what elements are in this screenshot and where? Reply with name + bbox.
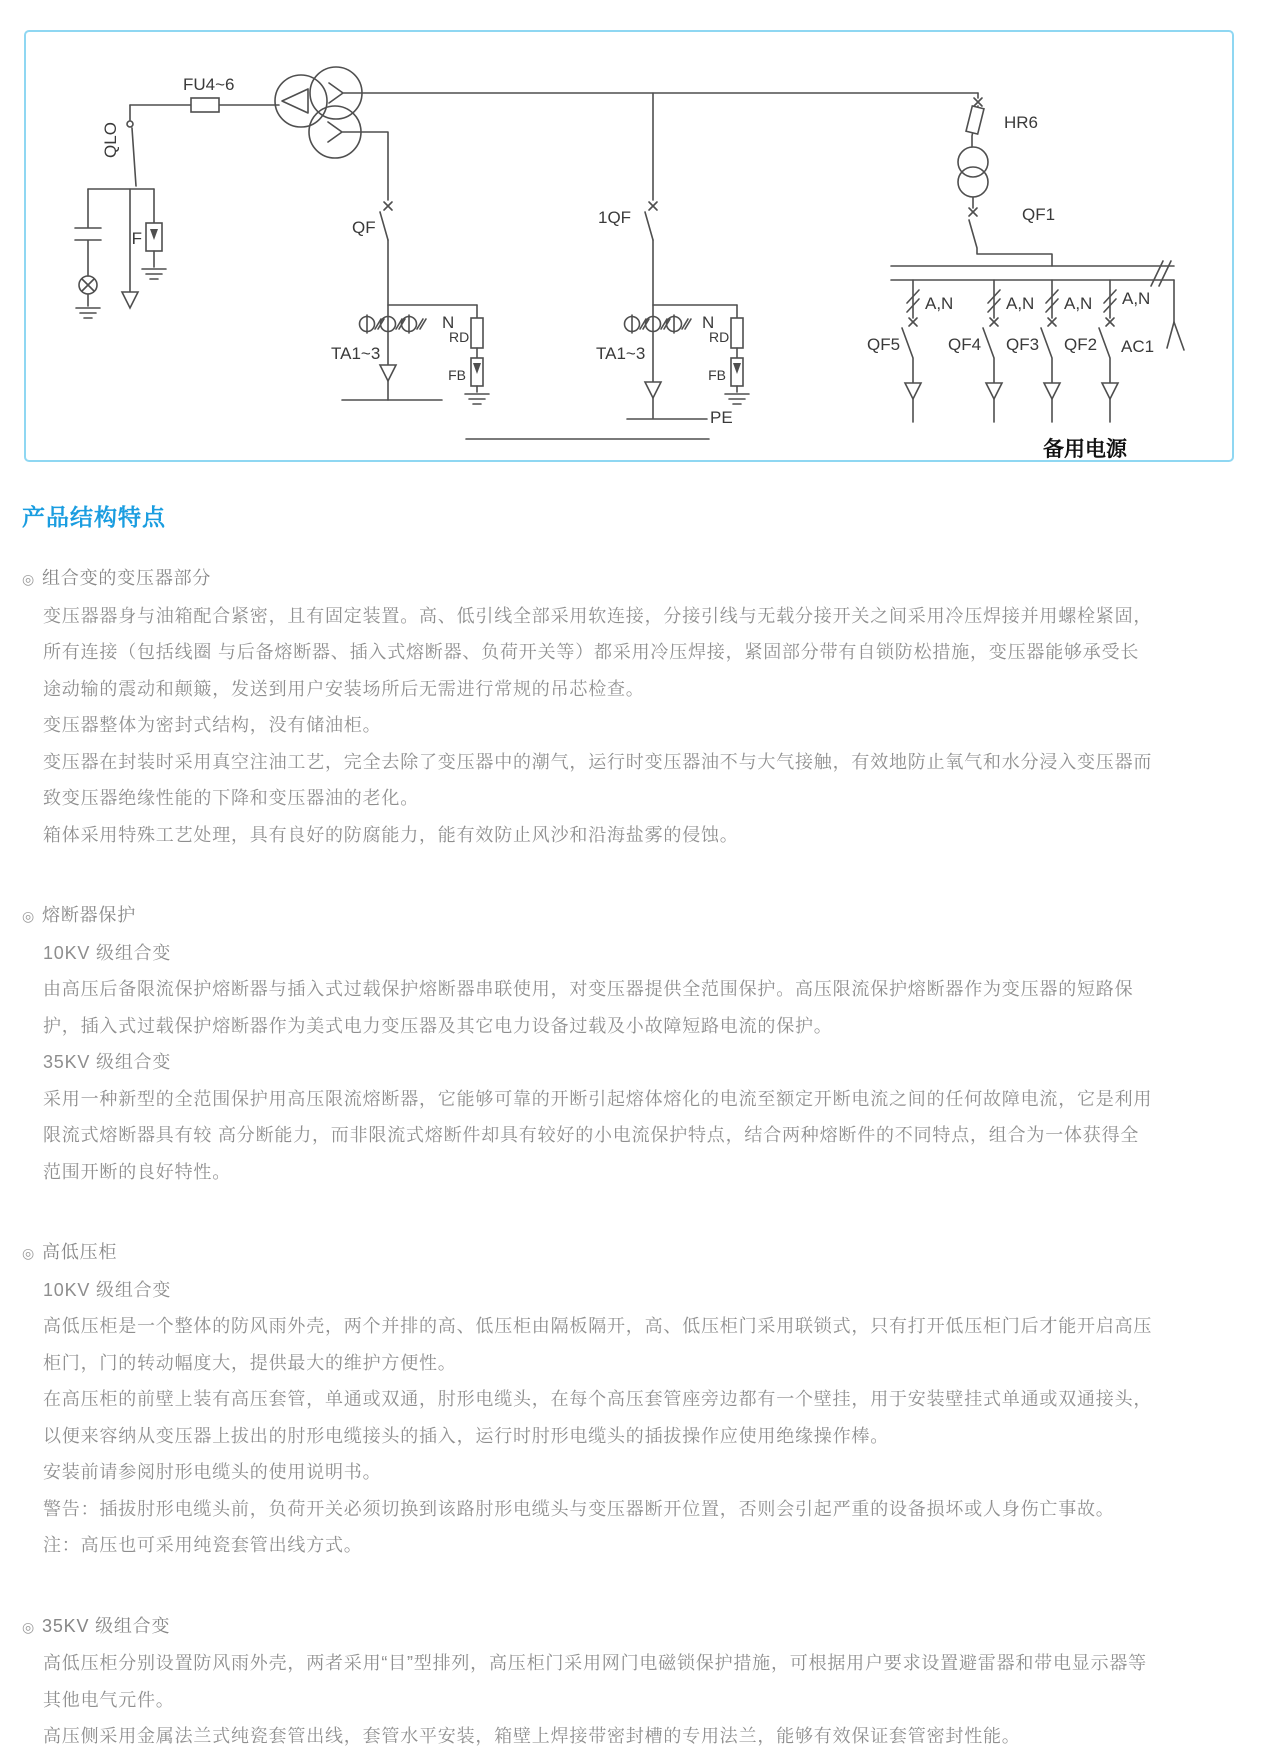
ground-icon: [725, 394, 749, 404]
section-fuse-protection: [22, 897, 1154, 1190]
fuse-label: HR6: [1004, 113, 1039, 132]
arrow-down-icon: [380, 365, 396, 381]
bullet-icon: ◎: [22, 908, 36, 924]
fuse-symbol: [191, 98, 219, 112]
section-title: 35KV 级组合变: [42, 1615, 171, 1636]
transformer-icon: [958, 167, 988, 197]
arrow-down-icon: [986, 383, 1002, 399]
rd-label: RD: [709, 329, 730, 345]
delta-winding-icon: [282, 89, 308, 113]
paragraph: 变压器器身与油箱配合紧密，且有固定装置。高、低引线全部采用软连接，分接引线与无载分接开关之间采用冷压焊接并用螺栓紧固，所有连接（包括线圈 与后备熔断器、插入式熔断器、负荷开关等）都采用冷压焊接，紧固部分带有自锁防松措施，变压器能够承受长途动输的震动和颠簸，发送到用户安装场所后无需进行常规的吊芯检查。: [43, 605, 1153, 699]
backup-power-label: 备用电源: [1043, 438, 1127, 460]
ground-icon: [465, 394, 489, 404]
wire-label: A,N: [1006, 294, 1035, 313]
section-title: 组合变的变压器部分: [42, 568, 212, 588]
pe-label: PE: [710, 408, 733, 427]
ground-icon: [142, 269, 166, 279]
breaker-label: 1QF: [598, 208, 632, 227]
oneqf-feeder: [596, 93, 749, 427]
section-35kv: [22, 1608, 1154, 1755]
transformer-icon: [958, 147, 988, 177]
arrow-down-icon: [905, 383, 921, 399]
section-hv-lv-cabinet: [22, 1234, 1154, 1564]
section-header: [22, 560, 1154, 598]
wire-label: A,N: [925, 294, 954, 313]
paragraph: 高低压柜分别设置防风雨外壳，两者采用“目”型排列，高压柜门采用网门电磁锁保护措施，可根据用户要求设置避雷器和带电显示器等其他电气元件。: [43, 1653, 1147, 1710]
single-line-diagram: [26, 32, 1232, 460]
ground-icon: [76, 308, 100, 318]
section-transformer: [22, 560, 1154, 853]
bullet-icon: ◎: [22, 571, 36, 587]
resistor-symbol: [471, 318, 483, 348]
fuse-label: FU4~6: [183, 75, 235, 94]
breaker-label: QF3: [1006, 335, 1040, 354]
qlo-label: QLO: [101, 122, 120, 158]
wye-winding-icon: [329, 83, 362, 103]
paragraph: 由高压后备限流保护熔断器与插入式过载保护熔断器串联使用，对变压器提供全范围保护。高压限流保护熔断器作为变压器的短路保护，插入式过载保护熔断器作为美式电力变压器及其它电力设备过载及小故障短路电流的保护。: [43, 979, 1134, 1036]
paragraph: 采用一种新型的全范围保护用高压限流熔断器，它能够可靠的开断引起熔体熔化的电流至额定开断电流之间的任何故障电流，它是利用限流式熔断器具有较 高分断能力，而非限流式熔断件却具有较好的小电流保护特点，结合两种熔断件的不同特点，组合为一体获得全范围开断的良好特性。: [43, 1088, 1153, 1182]
resistor-symbol: [731, 318, 743, 348]
paragraph: 变压器整体为密封式结构，没有储油柜。: [43, 715, 382, 735]
section-header: [22, 1234, 1154, 1272]
paragraph: 警告：插拔肘形电缆头前，负荷开关必须切换到该路肘形电缆头与变压器断开位置，否则会引起严重的设备损坏或人身伤亡事故。: [43, 1498, 1115, 1519]
breaker-label: QF1: [1022, 205, 1056, 224]
bullet-icon: ◎: [22, 1618, 36, 1635]
arrow-down-icon: [1044, 383, 1060, 399]
feeder-qf5: [867, 280, 953, 422]
backup-source-ac1: [1043, 261, 1184, 460]
page-title: 产品结构特点: [22, 504, 166, 530]
breaker-label: QF5: [867, 335, 901, 354]
fb-label: FB: [708, 367, 726, 383]
station-service-branch: [958, 93, 1055, 266]
wire-label: A,N: [1064, 294, 1093, 313]
wire-label: A,N: [1122, 289, 1151, 308]
breaker-label: QF4: [948, 335, 982, 354]
paragraph: 10KV 级组合变: [43, 1279, 172, 1300]
ct-label: TA1~3: [331, 344, 381, 363]
paragraph: 变压器在封装时采用真空注油工艺，完全去除了变压器中的潮气，运行时变压器油不与大气接触，有效地防止氧气和水分浸入变压器而致变压器绝缘性能的下降和变压器油的老化。: [43, 751, 1153, 808]
arrester-label: F: [131, 229, 142, 248]
wye-winding-icon: [328, 122, 361, 142]
paragraph: 高低压柜是一个整体的防风雨外壳，两个并排的高、低压柜由隔板隔开，高、低压柜门采用联锁式，只有打开低压柜门后才能开启高压柜门，门的转动幅度大，提供最大的维护方便性。: [43, 1316, 1153, 1373]
paragraph: 箱体采用特殊工艺处理，具有良好的防腐能力，能有效防止风沙和沿海盐雾的侵蚀。: [43, 824, 739, 845]
paragraph: 35KV 级组合变: [43, 1052, 172, 1072]
fb-label: FB: [448, 367, 466, 383]
ct-label: TA1~3: [596, 344, 646, 363]
breaker-label: QF: [352, 218, 376, 237]
main-transformer: [275, 67, 362, 158]
section-title: 高低压柜: [42, 1242, 118, 1262]
section-title: 熔断器保护: [42, 905, 137, 925]
section-header: [22, 1608, 1154, 1646]
breaker-label: QF2: [1064, 335, 1098, 354]
paragraph: 高压侧采用金属法兰式纯瓷套管出线，套管水平安装，箱壁上焊接带密封槽的专用法兰，能够有效保证套管密封性能。: [43, 1726, 1021, 1746]
fuse-symbol: [966, 106, 984, 134]
paragraph: 安装前请参阅肘形电缆头的使用说明书。: [43, 1462, 382, 1482]
bullet-icon: ◎: [22, 1245, 36, 1261]
n-label: N: [442, 313, 455, 332]
paragraph: 注：高压也可采用纯瓷套管出线方式。: [43, 1535, 363, 1555]
incoming-feeder: [130, 75, 279, 112]
wiring-diagram-panel: [24, 30, 1234, 462]
section-header: [22, 897, 1154, 935]
rd-label: RD: [449, 329, 470, 345]
paragraph: 10KV 级组合变: [43, 942, 172, 963]
feature-content: [22, 502, 1154, 1755]
source-label: AC1: [1121, 337, 1155, 356]
voltage-indicator-branch: [75, 189, 166, 318]
arrow-down-icon: [122, 292, 138, 308]
paragraph: 在高压柜的前壁上装有高压套管，单通或双通，肘形电缆头，在每个高压套管座旁边都有一个壁挂，用于安装壁挂式单通或双通接头，以便来容纳从变压器上拔出的肘形电缆接头的插入，运行时肘形电缆头的插拔操作应使用绝缘操作棒。: [43, 1389, 1153, 1446]
arrow-down-icon: [645, 382, 661, 398]
qlo-switch: [101, 105, 138, 308]
n-label: N: [702, 313, 715, 332]
arrow-down-icon: [1102, 383, 1118, 399]
lv-busbar: [891, 266, 1174, 280]
